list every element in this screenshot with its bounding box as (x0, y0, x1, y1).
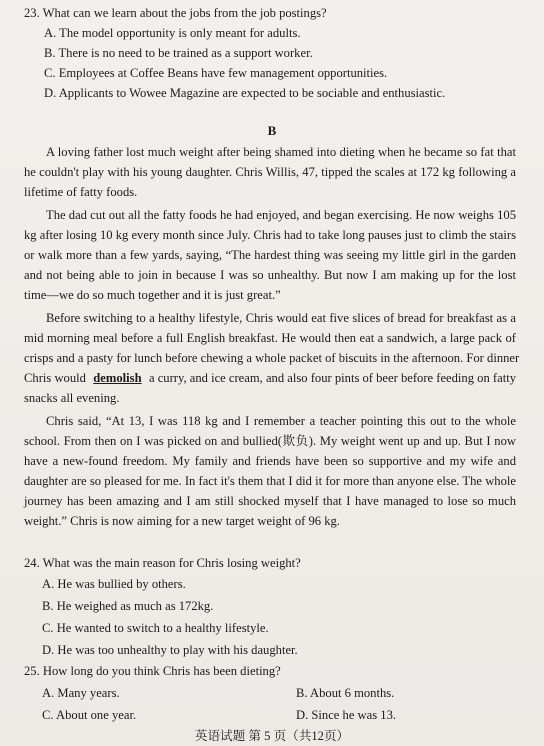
q23-option-a: A. The model opportunity is only meant for adults. (44, 26, 301, 40)
passage-line: daughter are so pleased for me. In fact it's them that I did it for more than anyone else. The whole (24, 474, 516, 488)
passage-line: have a new-found freedom. My family and friends have been so supportive and my wife and (24, 454, 516, 468)
passage-text: a curry, and ice cream, and also four pints of beer before feeding on fatty (148, 371, 516, 385)
q24-stem: 24. What was the main reason for Chris losing weight? (24, 556, 301, 570)
underlined-word: demolish (93, 371, 142, 385)
passage-line: lifetime of fatty foods. (24, 185, 138, 199)
q24-option-a: A. He was bullied by others. (42, 577, 186, 591)
q23-option-c: C. Employees at Coffee Beans have few management opportunities. (44, 66, 388, 80)
passage-text: Chris would (24, 371, 86, 385)
q23-option-b: B. There is no need to be trained as a support worker. (44, 46, 313, 60)
q25-option-b: B. About 6 months. (296, 686, 395, 700)
q24-option-c: C. He wanted to switch to a healthy lifestyle. (42, 621, 269, 635)
q25-option-c: C. About one year. (42, 708, 137, 722)
passage-line: school. From then on I was picked on and bullied(欺负). My weight went up and up. But I now (24, 434, 516, 448)
passage-line: or walk more than a few yards, saying, “The hardest thing was seeing my little girl in the garden (24, 248, 516, 262)
passage-line: snacks all evening. (24, 391, 120, 405)
q25-option-a: A. Many years. (42, 686, 120, 700)
q23-stem: 23. What can we learn about the jobs from the job postings? (24, 6, 327, 20)
passage-line: mid morning meal before a full English breakfast. He would then eat a sandwich, a large pack of (24, 331, 516, 345)
section-heading: B (267, 123, 277, 138)
passage-line: kg after losing 10 kg every month since July. Chris had to take long pauses just to climb the stairs (24, 228, 516, 242)
passage-line: The dad cut out all the fatty foods he had enjoyed, and began exercising. He now weighs 105 (46, 208, 516, 222)
passage-line: crisps and a pasty for lunch before chewing a whole packet of biscuits in the afternoon. For dinner (24, 351, 520, 365)
passage-line: Before switching to a healthy lifestyle, Chris would eat five slices of bread for breakfast as a (46, 311, 516, 325)
passage-line: he couldn't play with his young daughter. Chris Willis, 47, tipped the scales at 172 kg following a (24, 165, 516, 179)
passage-line: and not being able to join in because I was so unhealthy. But now I am making up for the lost (24, 268, 516, 282)
passage-line: time—we do so much together and it is just great.” (24, 288, 281, 302)
passage-line: weight.” Chris is now aiming for a new target weight of 96 kg. (24, 514, 340, 528)
q23-option-d: D. Applicants to Wowee Magazine are expected to be sociable and enthusiastic. (44, 86, 446, 100)
q24-option-b: B. He weighed as much as 172kg. (42, 599, 214, 613)
passage-line-demolish (24, 368, 516, 388)
passage-line: journey has been amazing and I am still shocked myself that I have managed to lose so much (24, 494, 516, 508)
q25-option-d: D. Since he was 13. (296, 708, 397, 722)
passage-line: A loving father lost much weight after being shamed into dieting when he became so fat that (46, 145, 516, 159)
q25-stem: 25. How long do you think Chris has been dieting? (24, 664, 281, 678)
passage-line: Chris said, “At 13, I was 118 kg and I remember a teacher pointing this out to the whole (46, 414, 516, 428)
q24-option-d: D. He was too unhealthy to play with his daughter. (42, 643, 298, 657)
page-footer: 英语试题 第 5 页（共12页） (194, 729, 350, 743)
